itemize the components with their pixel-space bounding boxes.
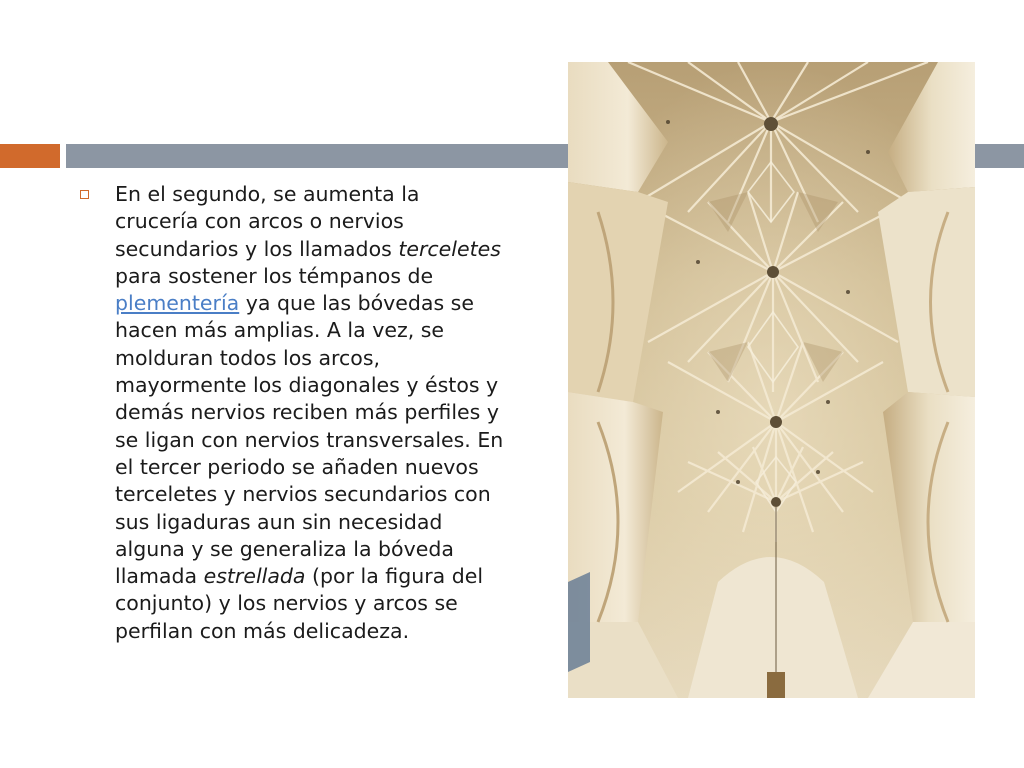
paragraph-text-3: ya que las bóvedas se hacen más amplias. A la vez, se molduran todos los arcos, mayormente los diagonales y éstos y demás nervios reciben más perfiles y se ligan con nervios transversales. En el tercer periodo se añaden nuevos terceletes y nervios secundarios con sus ligaduras aun sin necesidad alguna y se generaliza la bóveda llamada (115, 291, 504, 589)
paragraph-text-4: (por la figura del conjunto) y los nervios y arcos se perfilan con más delicadeza. (115, 564, 484, 643)
accent-bar (0, 144, 60, 168)
hollow-square-bullet-icon (80, 190, 89, 199)
paragraph-text-1: En el segundo, se aumenta la crucería con arcos o nervios secundarios y los llamados (115, 182, 420, 261)
italic-term-estrellada: estrellada (203, 564, 306, 589)
paragraph-text-2: para sostener los témpanos de (115, 263, 434, 288)
vaulted-ceiling-photo (568, 62, 975, 698)
italic-term-terceletes: terceletes (398, 236, 501, 261)
plementeria-link[interactable]: plementería (115, 291, 240, 316)
bullet-paragraph (115, 181, 505, 645)
